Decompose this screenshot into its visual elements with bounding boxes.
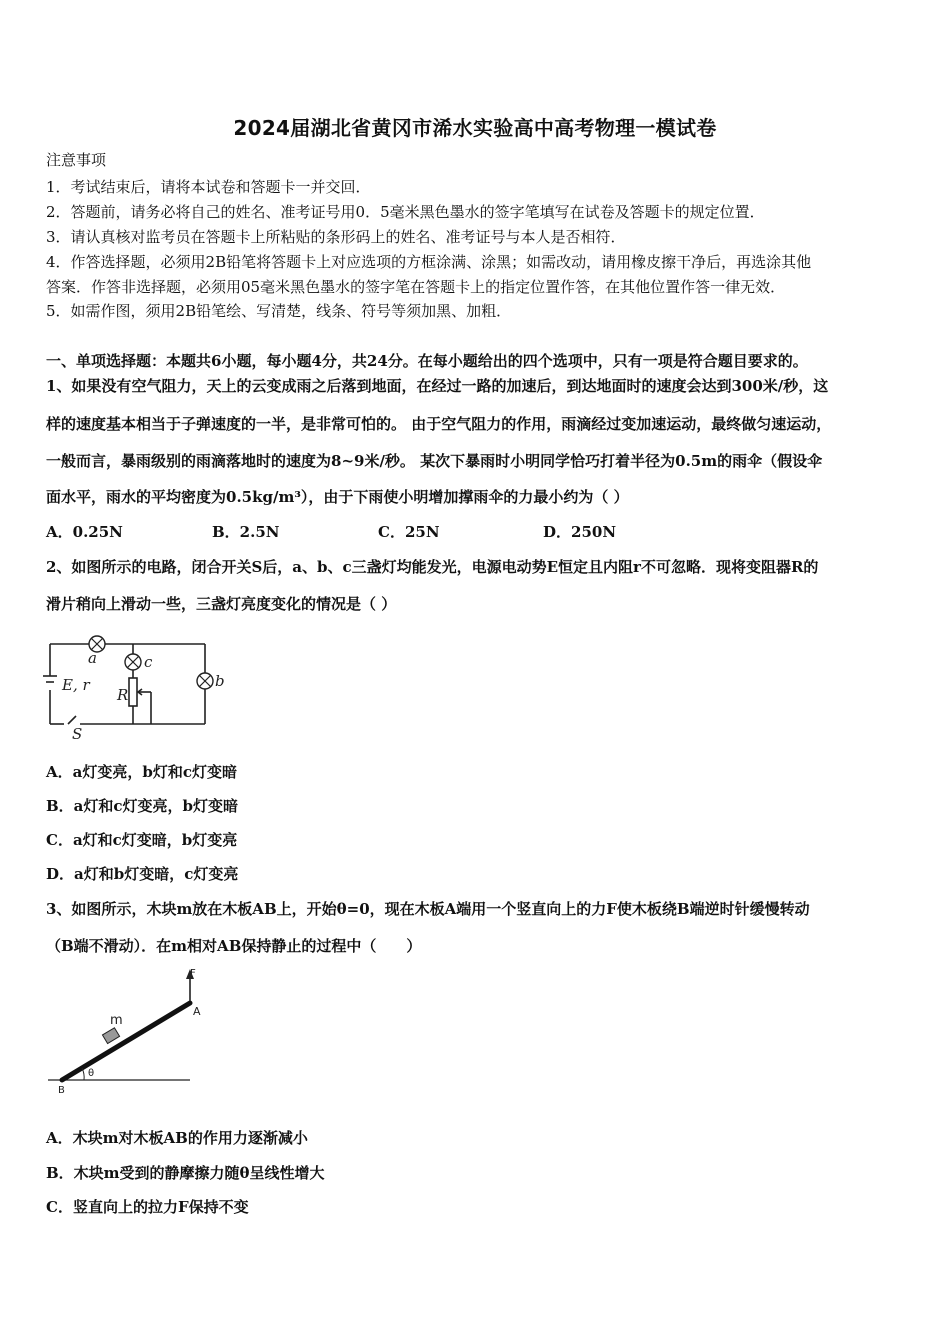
end-b-label: B: [58, 1085, 65, 1095]
q3-option-c[interactable]: C．竖直向上的拉力F保持不变: [46, 1198, 249, 1216]
q1-option-b[interactable]: B．2.5N: [212, 523, 280, 541]
q1-text-line: 面水平，雨水的平均密度为0.5kg/m³），由于下雨使小明增加撑雨伞的力最小约为（ ）: [46, 488, 629, 506]
switch-label: S: [72, 725, 83, 743]
q2-text-line: 滑片稍向上滑动一些，三盏灯亮度变化的情况是（ ）: [46, 595, 397, 613]
q1-text-line: 1、如果没有空气阻力，天上的云变成雨之后落到地面，在经过一路的加速后，到达地面时的速度会达到300米/秒，这: [46, 377, 829, 395]
q3-text-line: （B端不滑动）．在m相对AB保持静止的过程中（ ）: [46, 937, 422, 955]
circuit-diagram: [40, 628, 240, 748]
lamp-b-label: b: [215, 672, 225, 690]
q1-option-d[interactable]: D．250N: [543, 523, 617, 541]
q3-option-b[interactable]: B．木块m受到的静摩擦力随θ呈线性增大: [46, 1164, 325, 1182]
q1-option-a[interactable]: A．0.25N: [46, 523, 123, 541]
notice-heading: 注意事项: [46, 151, 107, 169]
q1-text-line: 一般而言，暴雨级别的雨滴落地时的速度为8~9米/秒。 某次下暴雨时小明同学恰巧打着半径为0.5m的雨伞（假设伞: [46, 452, 823, 470]
q2-text-line: 2、如图所示的电路，闭合开关S后，a、b、c三盏灯均能发光，电源电动势E恒定且内阻r不可忽略．现将变阻器R的: [46, 558, 819, 576]
notice-item: 5．如需作图，须用2B铅笔绘、写清楚，线条、符号等须加黑、加粗．: [46, 302, 512, 320]
notice-item: 1．考试结束后，请将本试卷和答题卡一并交回．: [46, 178, 371, 196]
block-m-icon: [102, 1028, 119, 1044]
block-label: m: [110, 1013, 123, 1028]
q1-option-c[interactable]: C．25N: [378, 523, 440, 541]
lamp-c-label: c: [144, 653, 153, 671]
notice-item: 2．答题前，请务必将自己的姓名、准考证号用0．5毫米黑色墨水的签字笔填写在试卷及答题卡的规定位置．: [46, 203, 765, 221]
resistor-label: R: [117, 686, 129, 704]
q2-option-a[interactable]: A．a灯变亮，b灯和c灯变暗: [46, 763, 237, 781]
q1-options: [46, 521, 906, 543]
force-label: F: [190, 968, 196, 979]
end-a-label: A: [193, 1005, 201, 1018]
notice-item: 答案．作答非选择题，必须用05毫米黑色墨水的签字笔在答题卡上的指定位置作答，在其他位置作答一律无效．: [46, 278, 786, 296]
q2-option-b[interactable]: B．a灯和c灯变亮，b灯变暗: [46, 797, 239, 815]
lamp-a-label: a: [88, 649, 97, 667]
incline-diagram: [44, 965, 204, 1095]
source-label: E, r: [62, 676, 90, 694]
section-heading: 一、单项选择题：本题共6小题，每小题4分，共24分。在每小题给出的四个选项中，只有一项是符合题目要求的。: [46, 352, 808, 370]
page-title: 2024届湖北省黄冈市浠水实验高中高考物理一模试卷: [233, 116, 717, 140]
q1-text-line: 样的速度基本相当于子弹速度的一半，是非常可怕的。 由于空气阻力的作用，雨滴经过变加速运动，最终做匀速运动，: [46, 415, 832, 433]
q2-option-d[interactable]: D．a灯和b灯变暗，c灯变亮: [46, 865, 239, 883]
q3-option-a[interactable]: A．木块m对木板AB的作用力逐渐减小: [46, 1129, 308, 1147]
q2-option-c[interactable]: C．a灯和c灯变暗，b灯变亮: [46, 831, 238, 849]
notice-item: 3．请认真核对监考员在答题卡上所粘贴的条形码上的姓名、准考证号与本人是否相符．: [46, 228, 626, 246]
notice-item: 4．作答选择题，必须用2B铅笔将答题卡上对应选项的方框涂满、涂黑；如需改动，请用橡皮擦干净后，再选涂其他: [46, 253, 812, 271]
angle-label: θ: [88, 1068, 95, 1079]
q3-text-line: 3、如图所示，木块m放在木板AB上，开始θ=0，现在木板A端用一个竖直向上的力F使木板绕B端逆时针缓慢转动: [46, 900, 810, 918]
